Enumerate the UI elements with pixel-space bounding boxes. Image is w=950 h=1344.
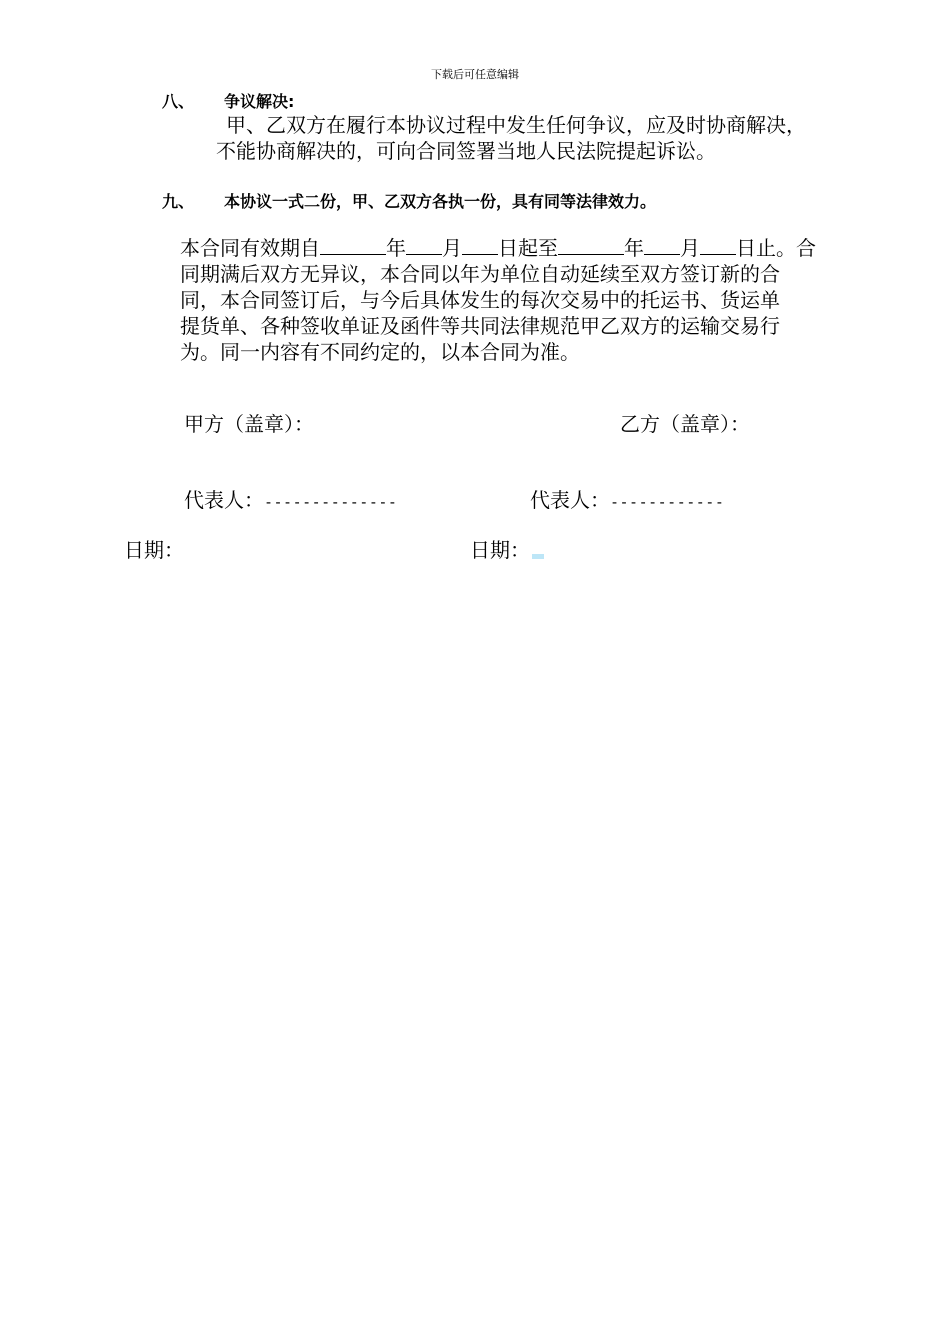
month-end-label: 月	[680, 236, 700, 260]
validity-line2: 同期满后双方无异议，本合同以年为单位自动延续至双方签订新的合	[180, 262, 780, 286]
year-start-blank	[320, 236, 386, 255]
section-8-number: 八、	[162, 92, 195, 111]
date-b-label: 日期：	[470, 538, 530, 562]
validity-line1	[180, 235, 880, 261]
rep-a-label: 代表人：	[184, 488, 264, 512]
text-selection-mark	[532, 554, 544, 559]
year-start-label: 年	[386, 236, 406, 260]
year-end-label: 年	[624, 236, 644, 260]
page-header: 下载后可任意编辑	[431, 68, 519, 81]
day-start-blank	[462, 236, 498, 255]
day-end-blank	[700, 236, 736, 255]
party-a-seal-label: 甲方（盖章）：	[184, 412, 314, 436]
rep-b-label: 代表人：	[530, 488, 610, 512]
section-8-body	[216, 112, 896, 164]
party-a-representative	[184, 484, 397, 513]
month-start-label: 月	[442, 236, 462, 260]
party-a-date: 日期：	[124, 538, 184, 562]
party-b-date-field	[470, 534, 544, 563]
section-8-body-line2: 不能协商解决的，可向合同签署当地人民法院提起诉讼。	[216, 139, 716, 163]
validity-line3: 同，本合同签订后，与今后具体发生的每次交易中的托运书、货运单	[180, 288, 780, 312]
party-b-representative	[530, 484, 724, 513]
validity-line5: 为。同一内容有不同约定的，以本合同为准。	[180, 340, 580, 364]
rep-a-signature-line: --------------	[264, 493, 398, 511]
party-b-seal-label: 乙方（盖章）：	[620, 412, 750, 436]
day-start-label: 日起至	[498, 236, 558, 260]
validity-paragraph	[180, 235, 880, 365]
section-8-title: 争议解决:	[224, 92, 295, 111]
validity-prefix: 本合同有效期自	[180, 236, 320, 260]
day-end-label: 日止。合	[736, 236, 816, 260]
section-9-title: 本协议一式二份，甲、乙双方各执一份，具有同等法律效力。	[224, 192, 657, 211]
rep-b-signature-line: ------------	[610, 493, 725, 511]
section-8-body-line1: 甲、乙双方在履行本协议过程中发生任何争议，应及时协商解决，	[226, 113, 806, 137]
month-start-blank	[406, 236, 442, 255]
month-end-blank	[644, 236, 680, 255]
year-end-blank	[558, 236, 624, 255]
validity-line4: 提货单、各种签收单证及函件等共同法律规范甲乙双方的运输交易行	[180, 314, 780, 338]
section-9-number: 九、	[162, 192, 195, 211]
